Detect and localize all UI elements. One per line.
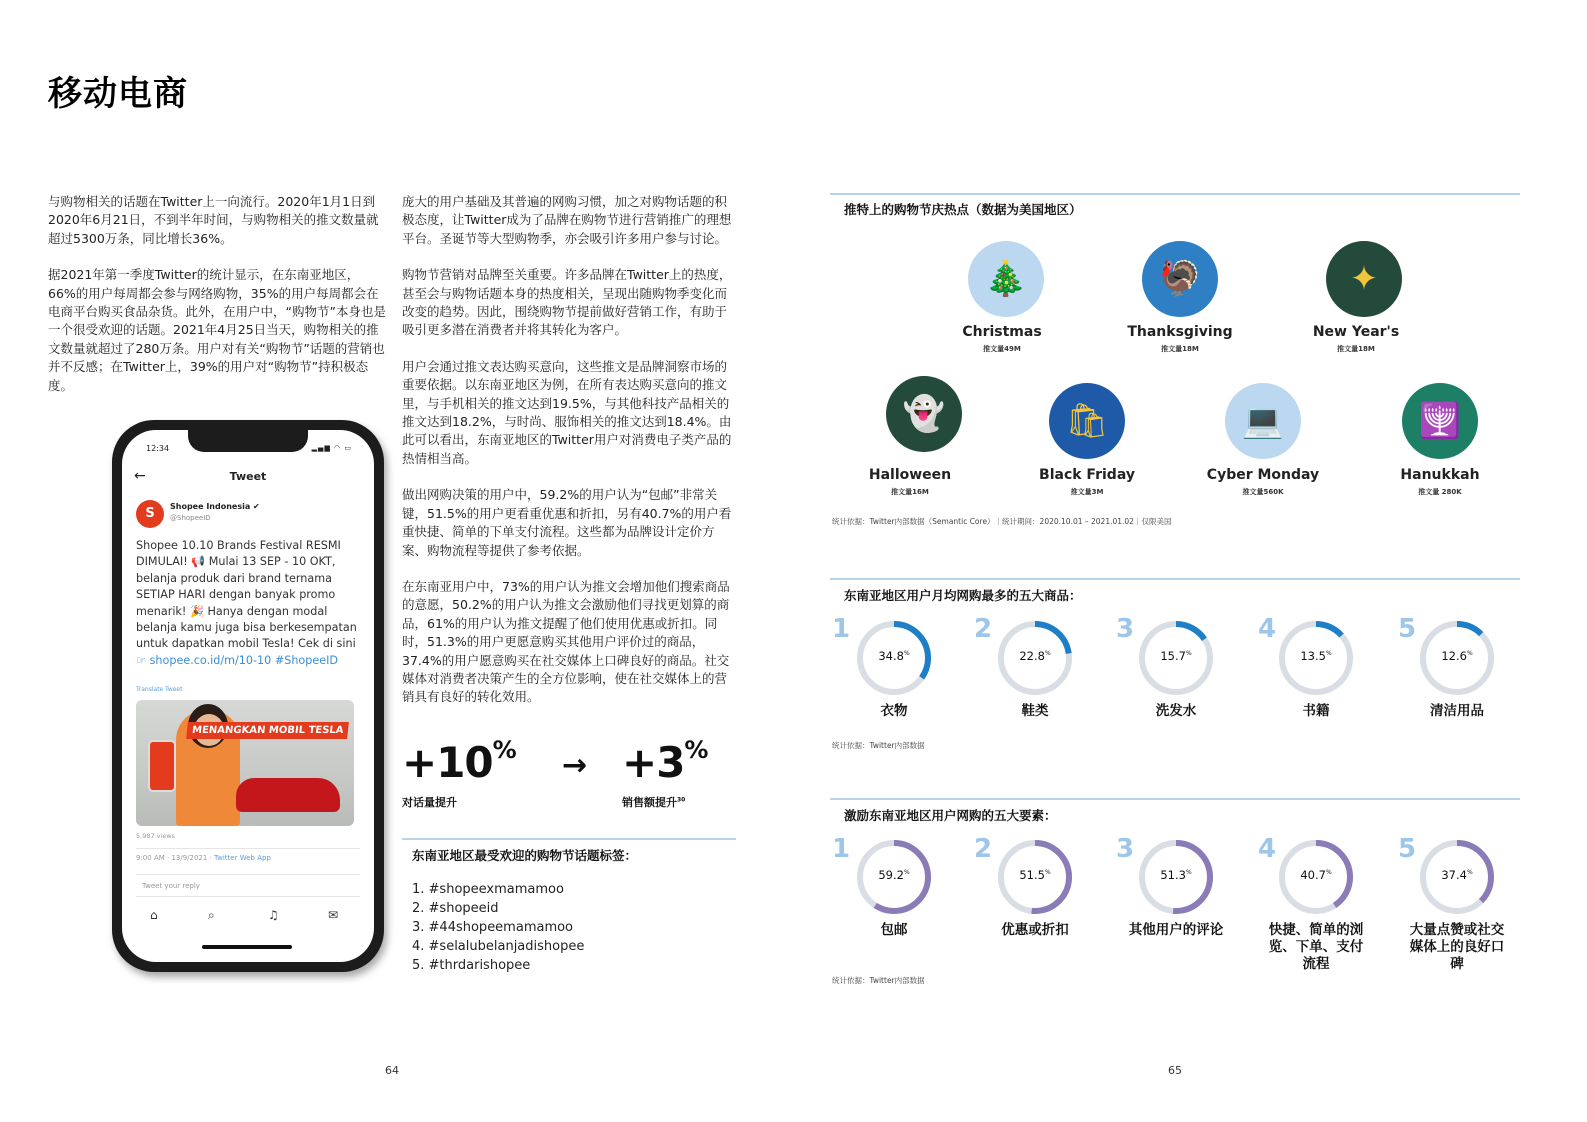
- category-label: 大量点赞或社交媒体上的良好口碑: [1409, 922, 1505, 972]
- stat-sales-value: +3%: [622, 736, 708, 787]
- section-rule: [830, 578, 1520, 580]
- paragraph: 购物节营销对品牌至关重要。许多品牌在Twitter上的热度，甚至会与购物话题本身的热度相关，呈现出随购物季变化而改变的趋势。因此，围绕购物节提前做好营销工作，有助于吸引更多潜在消费者并将其转化为客户。: [402, 267, 732, 338]
- donut-percent-label: 51.5%: [1019, 868, 1051, 882]
- back-arrow-icon[interactable]: ←: [134, 468, 146, 484]
- phone-notch: [188, 430, 308, 452]
- paragraph: 庞大的用户基础及其普遍的网购习惯，加之对购物话题的积极态度，让Twitter成为了品牌在购物节进行营销推广的理想平台。圣诞节等大型购物季，亦会吸引许多用户参与讨论。: [402, 194, 732, 246]
- shopee-avatar[interactable]: S: [136, 500, 164, 528]
- donut-percent-label: 15.7%: [1160, 649, 1192, 663]
- reply-input[interactable]: Tweet your reply: [142, 882, 200, 890]
- category-label: 鞋类: [1021, 703, 1049, 719]
- search-icon[interactable]: ⌕: [208, 908, 215, 922]
- tweet-date: [136, 854, 271, 862]
- event-name: Black Friday: [1039, 467, 1135, 483]
- category-label: 优惠或折扣: [1001, 922, 1069, 938]
- list-item[interactable]: 1. #shopeexmamamoo: [412, 882, 564, 897]
- event-icon-black-friday: 🛍: [1049, 383, 1125, 459]
- tweet-text: [136, 538, 360, 669]
- rank-number: 2: [974, 834, 993, 864]
- view-count: 5,987 views: [136, 832, 176, 840]
- donut-percent-label: 51.3%: [1160, 868, 1192, 882]
- tweet-timestamp: 9:00 AM · 13/9/2021 ·: [136, 854, 215, 862]
- home-icon[interactable]: ⌂: [150, 908, 158, 922]
- products-title: 东南亚地区用户月均网购最多的五大商品：: [844, 588, 1082, 603]
- event-name: Cyber Monday: [1206, 467, 1320, 483]
- notifications-icon[interactable]: ♫: [268, 908, 279, 922]
- stat-conversation-label: 对话量提升: [402, 796, 457, 809]
- divider: [136, 874, 360, 875]
- page-title: 移动电商: [48, 74, 188, 114]
- events-note: 统计依据：Twitter内部数据（Semantic Core）｜统计期间：2020.10.01 – 2021.01.02｜仅限美国: [832, 517, 1172, 526]
- rank-number: 1: [832, 834, 851, 864]
- category-label: 洗发水: [1155, 703, 1197, 719]
- body-column-1: [48, 193, 386, 413]
- messages-icon[interactable]: ✉: [328, 908, 339, 922]
- event-tweet-count: 推文量 280K: [1418, 488, 1462, 496]
- donut-percent-label: 12.6%: [1441, 649, 1473, 663]
- event-icon-cyber-monday: 💻: [1225, 383, 1301, 459]
- rank-number: 5: [1398, 834, 1417, 864]
- translate-tweet-link[interactable]: Translate Tweet: [136, 686, 183, 693]
- rank-number: 4: [1258, 614, 1277, 644]
- tweet-image[interactable]: [136, 700, 354, 826]
- section-rule: [830, 193, 1520, 195]
- rank-number: 1: [832, 614, 851, 644]
- tweet-link[interactable]: ☞ shopee.co.id/m/10-10 #ShopeeID: [136, 653, 339, 667]
- page-number-right: 65: [1168, 1064, 1182, 1077]
- donut-percent-label: 22.8%: [1019, 649, 1051, 663]
- account-handle: @ShopeeID: [170, 514, 211, 522]
- event-name: New Year's: [1312, 324, 1400, 340]
- shopee-phone-icon: [148, 740, 176, 792]
- rank-number: 5: [1398, 614, 1417, 644]
- body-column-2: [402, 193, 738, 725]
- paragraph: 用户会通过推文表达购买意向，这些推文是品牌洞察市场的重要依据。以东南亚地区为例，在所有表达购买意向的推文里，与手机相关的推文达到19.5%，与其他科技产品相关的推文达到18.2%，与时尚、服饰相关的推文达到18.4%。由此可以看出，东南亚地区的Twitter用户对消费电子类产品的热情相当高。: [402, 358, 732, 466]
- section-rule: [402, 838, 736, 840]
- category-label: 包邮: [880, 922, 908, 938]
- arrow-right-icon: →: [562, 748, 588, 783]
- page-number-left: 64: [385, 1064, 399, 1077]
- paragraph: 做出网购决策的用户中，59.2%的用户认为“包邮”非常关键，51.5%的用户更看重优惠和折扣，另有40.7%的用户看重快捷、简单的下单支付流程。这些都为品牌设计定价方案、购物流程等提供了参考依据。: [402, 487, 732, 558]
- event-name: Thanksgiving: [1127, 324, 1233, 340]
- status-time: 12:34: [146, 444, 170, 453]
- event-icon-christmas: 🎄: [968, 241, 1044, 317]
- category-label: 快捷、简单的浏览、下单、支付流程: [1268, 922, 1364, 972]
- products-note: 统计依据：Twitter内部数据: [832, 741, 925, 750]
- paragraph: 据2021年第一季度Twitter的统计显示，在东南亚地区，66%的用户每周都会参与网络购物，35%的用户每周都会在电商平台购买食品杂货。此外，在用户中，“购物节”本身也是一个很受欢迎的话题。2021年4月25日当天，购物相关的推文数量就超过了280万条。用户对有关“购物节”话题的营销也并不反感；在Twitter上，39%的用户对“购物节”持积极态度。: [48, 267, 386, 393]
- factors-title: 激励东南亚地区用户网购的五大要素：: [844, 808, 1057, 823]
- list-item[interactable]: 5. #thrdarishopee: [412, 958, 531, 973]
- hashtags-title: 东南亚地区最受欢迎的购物节话题标签：: [412, 848, 638, 863]
- event-tweet-count: 推文量560K: [1242, 488, 1284, 496]
- event-icon-halloween: 👻: [886, 376, 962, 452]
- divider: [136, 848, 360, 849]
- category-label: 其他用户的评论: [1128, 922, 1224, 938]
- home-indicator: [202, 945, 292, 949]
- event-name: Hanukkah: [1400, 467, 1480, 483]
- category-label: 衣物: [880, 703, 908, 719]
- event-tweet-count: 推文量49M: [983, 345, 1021, 353]
- rank-number: 3: [1116, 614, 1135, 644]
- paragraph: 在东南亚用户中，73%的用户认为推文会增加他们搜索商品的意愿，50.2%的用户认为推文会激励他们寻找更划算的商品，61%的用户认为推文提醒了他们使用优惠或折扣。同时，51.3%的用户更愿意购买其他用户评价过的商品，37.4%的用户愿意购买在社交媒体上口碑良好的商品。社交媒体对消费者决策产生的全方位影响，使在社交媒体上的营销具有良好的转化效用。: [402, 578, 730, 705]
- rank-number: 3: [1116, 834, 1135, 864]
- category-label: 清洁用品: [1430, 703, 1484, 719]
- list-item[interactable]: 4. #selalubelanjadishopee: [412, 939, 585, 954]
- rank-number: 4: [1258, 834, 1277, 864]
- list-item[interactable]: 2. #shopeeid: [412, 901, 499, 916]
- rank-number: 2: [974, 614, 993, 644]
- donut-percent-label: 34.8%: [878, 649, 910, 663]
- event-icon-thanksgiving: 🦃: [1142, 241, 1218, 317]
- tweet-source-link[interactable]: Twitter Web App: [214, 854, 271, 862]
- donut-percent-label: 37.4%: [1441, 868, 1473, 882]
- donut-percent-label: 59.2%: [878, 868, 910, 882]
- event-tweet-count: 推文量16M: [891, 488, 929, 496]
- event-name: Halloween: [868, 467, 952, 483]
- donut-percent-label: 40.7%: [1300, 868, 1332, 882]
- paragraph: 与购物相关的话题在Twitter上一向流行。2020年1月1日到2020年6月21日，不到半年时间，与购物相关的推文数量就超过5300万条，同比增长36%。: [48, 194, 379, 246]
- event-tweet-count: 推文量18M: [1337, 345, 1375, 353]
- tesla-car: [236, 778, 340, 812]
- hashtag-list: [412, 880, 584, 975]
- category-label: 书籍: [1302, 703, 1330, 719]
- list-item[interactable]: 3. #44shopeemamamoo: [412, 920, 574, 935]
- phone-screen: [122, 430, 374, 962]
- factors-note: 统计依据：Twitter内部数据: [832, 976, 925, 985]
- tweet-header-title: Tweet: [229, 470, 267, 483]
- events-title: 推特上的购物节庆热点（数据为美国地区）: [844, 202, 1082, 217]
- section-rule: [830, 798, 1520, 800]
- donut-percent-label: 13.5%: [1300, 649, 1332, 663]
- account-name[interactable]: Shopee Indonesia ✔: [170, 502, 260, 511]
- divider: [136, 896, 360, 897]
- stat-conversation-value: +10%: [402, 736, 516, 787]
- event-name: Christmas: [962, 324, 1042, 340]
- tesla-banner: MENANGKAN MOBIL TESLA: [186, 722, 349, 739]
- event-tweet-count: 推文量3M: [1070, 488, 1104, 496]
- event-icon-hanukkah: 🕎: [1402, 383, 1478, 459]
- signal-icon: ▂▄▆ ◠ ▭: [311, 444, 352, 452]
- event-tweet-count: 推文量18M: [1161, 345, 1199, 353]
- event-icon-new-year-s: ✦: [1326, 241, 1402, 317]
- tweet-body: Shopee 10.10 Brands Festival RESMI DIMULAI! 📢 Mulai 13 SEP - 10 OKT, belanja produk dari brand ternama SETIAP HARI dengan banyak promo menarik! 🎉 Hanya dengan modal belanja kamu juga bisa berkesempatan untuk dapatkan mobil Tesla! Cek di sini: [136, 539, 357, 651]
- stat-sales-label: 销售额提升$^{30}$: [622, 796, 686, 809]
